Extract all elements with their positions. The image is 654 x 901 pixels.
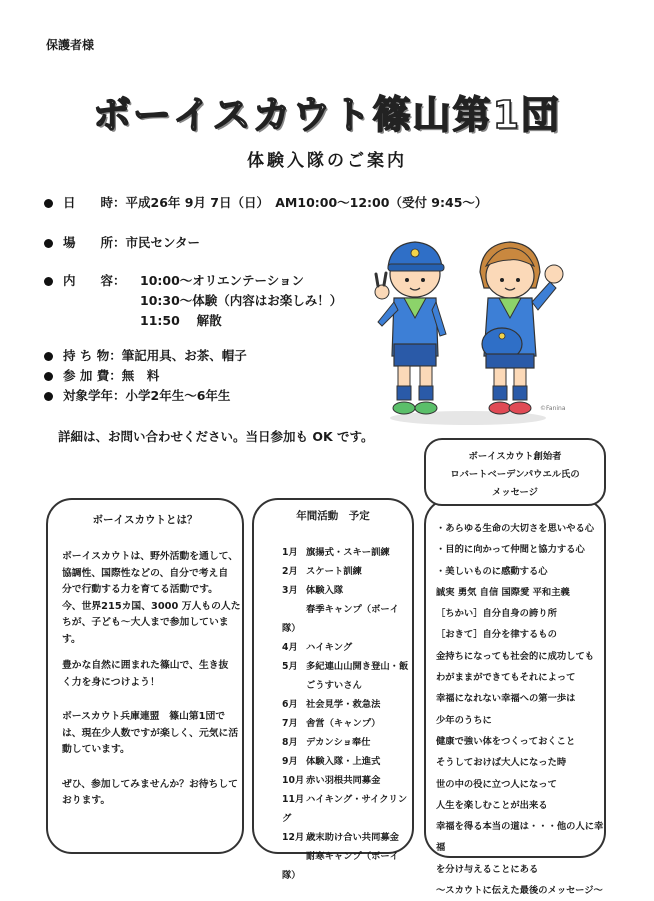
message-line: 誠実 勇気 自信 国際愛 平和主義: [436, 586, 570, 598]
text-line: は、現在少人数ですが楽しく、元気に活: [62, 727, 239, 739]
about-paragraph: [62, 658, 242, 691]
greeting: 保護者様: [46, 38, 95, 52]
info-value: ：無 料: [109, 368, 160, 383]
contact-note: 詳細は、お問い合わせください。当日参加も OK です。: [58, 429, 374, 444]
message-line: 少年のうちに: [436, 714, 492, 726]
message-line: わがままができてもそれによって: [436, 672, 576, 684]
text-line: 分で行動する力を育てる活動です。: [62, 584, 218, 595]
bullet-icon: [44, 372, 53, 381]
message-list: [426, 500, 604, 901]
info-grade-row: [44, 386, 230, 406]
schedule-item: 10:30～体験（内容はお楽しみ！）: [140, 293, 343, 308]
girl-scout: [480, 242, 563, 414]
info-label: 場 所: [63, 235, 114, 250]
bullet-icon: [44, 352, 53, 361]
message-line: ・目的に向かって仲間と協力する心: [436, 544, 585, 556]
annual-row: 春季キャンプ（ボーイ隊）: [282, 604, 399, 634]
bullet-icon: [44, 199, 53, 208]
scouts-illustration: [368, 226, 578, 426]
annual-row: ごうすいさん: [306, 680, 362, 691]
info-label: 対象学年: [63, 388, 114, 403]
annual-box: [252, 498, 414, 881]
bullet-icon: [44, 392, 53, 401]
text-line: 今、世界215カ国、3000 万人もの人た: [62, 600, 241, 612]
info-label: 内 容: [63, 273, 114, 288]
annual-row: 12月 歳末助け合い共同募金: [282, 832, 399, 843]
annual-list: [254, 523, 412, 885]
annual-row: 4月 ハイキング: [282, 642, 353, 653]
title-line: メッセージ: [492, 487, 538, 498]
schedule-item: 11:50 解散: [140, 313, 222, 328]
title-line: ロバートベーデンパウエル氏の: [450, 469, 580, 480]
message-line: ［おきて］自分を律するもの: [436, 629, 557, 641]
info-fee-row: [44, 366, 159, 386]
annual-row: 1月 旗揚式・スキー訓練: [282, 547, 390, 558]
info-value: ：筆記用具、お茶、帽子: [109, 348, 247, 363]
about-paragraph: [62, 709, 242, 759]
annual-row: 9月 体験入隊・上進式: [282, 756, 381, 767]
founder-title-box: [424, 438, 606, 506]
title-line: ボーイスカウト創始者: [468, 451, 562, 462]
message-line: 人生を楽しむことが出来る: [436, 799, 548, 811]
message-line: を分け与えることにある: [436, 863, 539, 875]
founder-title: [426, 440, 604, 502]
text-line: おります。: [62, 795, 111, 806]
annual-row: 8月 デカンショ奉仕: [282, 737, 371, 748]
annual-row: 耐寒キャンプ（ボーイ隊）: [282, 851, 399, 881]
about-box: [46, 498, 244, 854]
message-line: 健康で強い体をつくっておくこと: [436, 735, 576, 747]
about-title: ボーイスカウトとは？: [92, 514, 198, 526]
illustration-credit: ©Fanina: [540, 405, 566, 412]
message-line: ・あらゆる生命の大切さを思いやる心: [436, 523, 595, 534]
info-value: ：市民センター: [113, 235, 201, 250]
message-line: 幸福を得る本当の道は・・・他の人に幸福: [436, 821, 604, 854]
boy-scout: [375, 242, 446, 414]
bullet-icon: [44, 239, 53, 248]
info-label: 持 ち 物: [63, 348, 110, 363]
info-place-row: [44, 233, 200, 253]
message-box: [424, 498, 606, 897]
about-paragraph: [62, 549, 242, 648]
text-line: 豊かな自然に囲まれた篠山で、生き抜: [62, 660, 229, 671]
info-label: 日 時: [63, 195, 114, 210]
message-line: ～スカウトに伝えた最後のメッセージ～: [436, 885, 603, 897]
text-line: す。: [62, 633, 81, 645]
text-line: 協調性、国際性などの、自分で考え自: [62, 567, 229, 579]
message-line: 金持ちになっても社会的に成功しても: [436, 650, 595, 662]
annual-row: 3月 体験入隊: [282, 585, 344, 596]
text-line: く力を身につけよう！: [62, 676, 160, 688]
annual-row: 5月 多紀連山山開き登山・飯: [282, 661, 409, 672]
message-line: 世の中の役に立つ人になって: [436, 778, 557, 790]
message-line: ［ちかい］自分自身の誇り所: [436, 608, 557, 620]
annual-title: 年間活動 予定: [296, 510, 370, 522]
text-line: ボースカウト兵庫連盟 篠山第1団で: [62, 711, 226, 722]
info-items-row: [44, 346, 247, 366]
bullet-icon: [44, 277, 53, 286]
about-paragraph: [62, 777, 242, 810]
text-line: ぜひ、参加してみませんか？お待ちして: [62, 778, 238, 790]
schedule-item: 10:00～オリエンテーション: [140, 273, 305, 288]
message-line: ・美しいものに感動する心: [436, 565, 548, 577]
info-label: 参 加 費: [63, 368, 110, 383]
info-value: ：平成26年 9月 7日（日） AM10:00～12:00（受付 9:45～）: [113, 195, 488, 210]
message-line: 幸福になれない幸福への第一歩は: [436, 693, 576, 705]
message-line: そうしておけば大人になった時: [436, 757, 567, 769]
annual-row: 11月 ハイキング・サイクリング: [282, 794, 408, 824]
annual-row: 6月 社会見学・救急法: [282, 699, 381, 710]
text-line: 動しています。: [62, 744, 130, 755]
page-subtitle: 体験入隊のご案内: [247, 151, 407, 171]
annual-row: 7月 舎営（キャンプ）: [282, 718, 381, 729]
page-title: ボーイスカウト篠山第1団: [92, 93, 562, 137]
text-line: ちが、子ども～大人まで参加していま: [62, 617, 229, 628]
info-date-row: [44, 193, 487, 213]
info-content-row: [44, 271, 126, 291]
info-value: ：: [113, 273, 126, 288]
annual-row: 10月 赤い羽根共同募金: [282, 775, 381, 786]
info-value: ：小学2年生～6年生: [113, 388, 231, 403]
schedule-list: [140, 271, 342, 331]
annual-row: 2月 スケート訓練: [282, 566, 362, 577]
text-line: ボーイスカウトは、野外活動を通して、: [62, 551, 239, 562]
